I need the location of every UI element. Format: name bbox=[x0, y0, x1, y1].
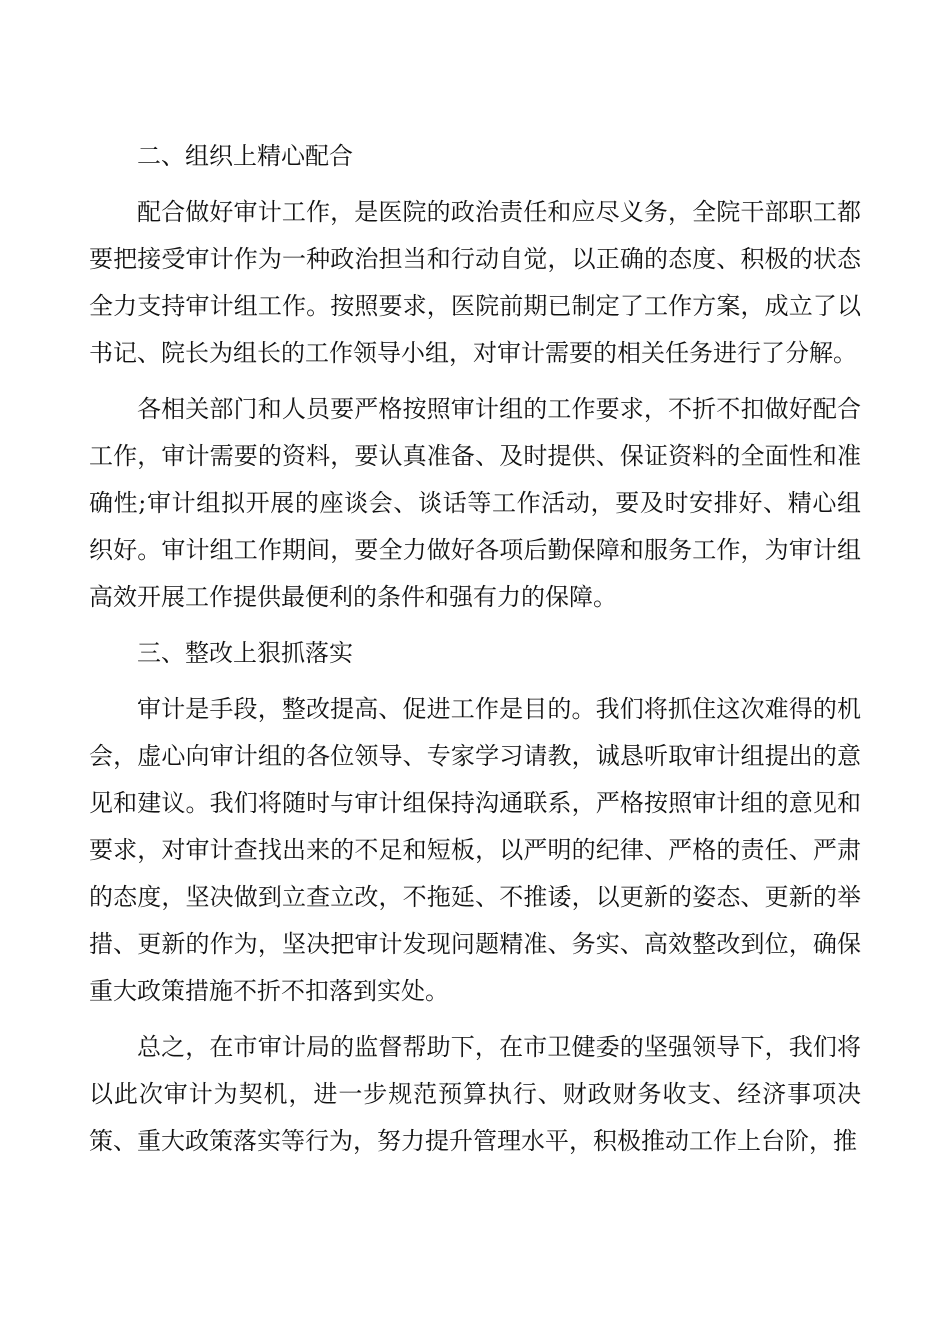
section-heading-organization: 二、组织上精心配合 bbox=[137, 142, 353, 170]
document-page bbox=[89, 133, 861, 1174]
paragraph-department-requirements: 各相关部门和人员要严格按照审计组的工作要求，不折不扣做好配合工作，审计需要的资料，要认真准备、及时提供、保证资料的全面性和准确性;审计组拟开展的座谈会、谈话等工作活动，要及时安排好、精心组织好。审计组工作期间，要全力做好各项后勤保障和服务工作，为审计组高效开展工作提供最便利的条件和强有力的保障。 bbox=[89, 395, 861, 611]
paragraph-cooperation-duty: 配合做好审计工作，是医院的政治责任和应尽义务，全院干部职工都要把接受审计作为一种政治担当和行动自觉，以正确的态度、积极的状态全力支持审计组工作。按照要求，医院前期已制定了工作方案，成立了以书记、院长为组长的工作领导小组，对审计需要的相关任务进行了分解。 bbox=[89, 198, 861, 367]
paragraph-conclusion: 总之，在市审计局的监督帮助下，在市卫健委的坚强领导下，我们将以此次审计为契机，进一步规范预算执行、财政财务收支、经济事项决策、重大政策落实等行为，努力提升管理水平，积极推动工作上台阶，推 bbox=[89, 1033, 861, 1155]
section-heading-rectification: 三、整改上狠抓落实 bbox=[137, 639, 353, 667]
paragraph-rectification-measures: 审计是手段，整改提高、促进工作是目的。我们将抓住这次难得的机会，虚心向审计组的各位领导、专家学习请教，诚恳听取审计组提出的意见和建议。我们将随时与审计组保持沟通联系，严格按照审计组的意见和要求，对审计查找出来的不足和短板，以严明的纪律、严格的责任、严肃的态度，坚决做到立查立改，不拖延、不推诿，以更新的姿态、更新的举措、更新的作为，坚决把审计发现问题精准、务实、高效整改到位，确保重大政策措施不折不扣落到实处。 bbox=[89, 695, 861, 1005]
